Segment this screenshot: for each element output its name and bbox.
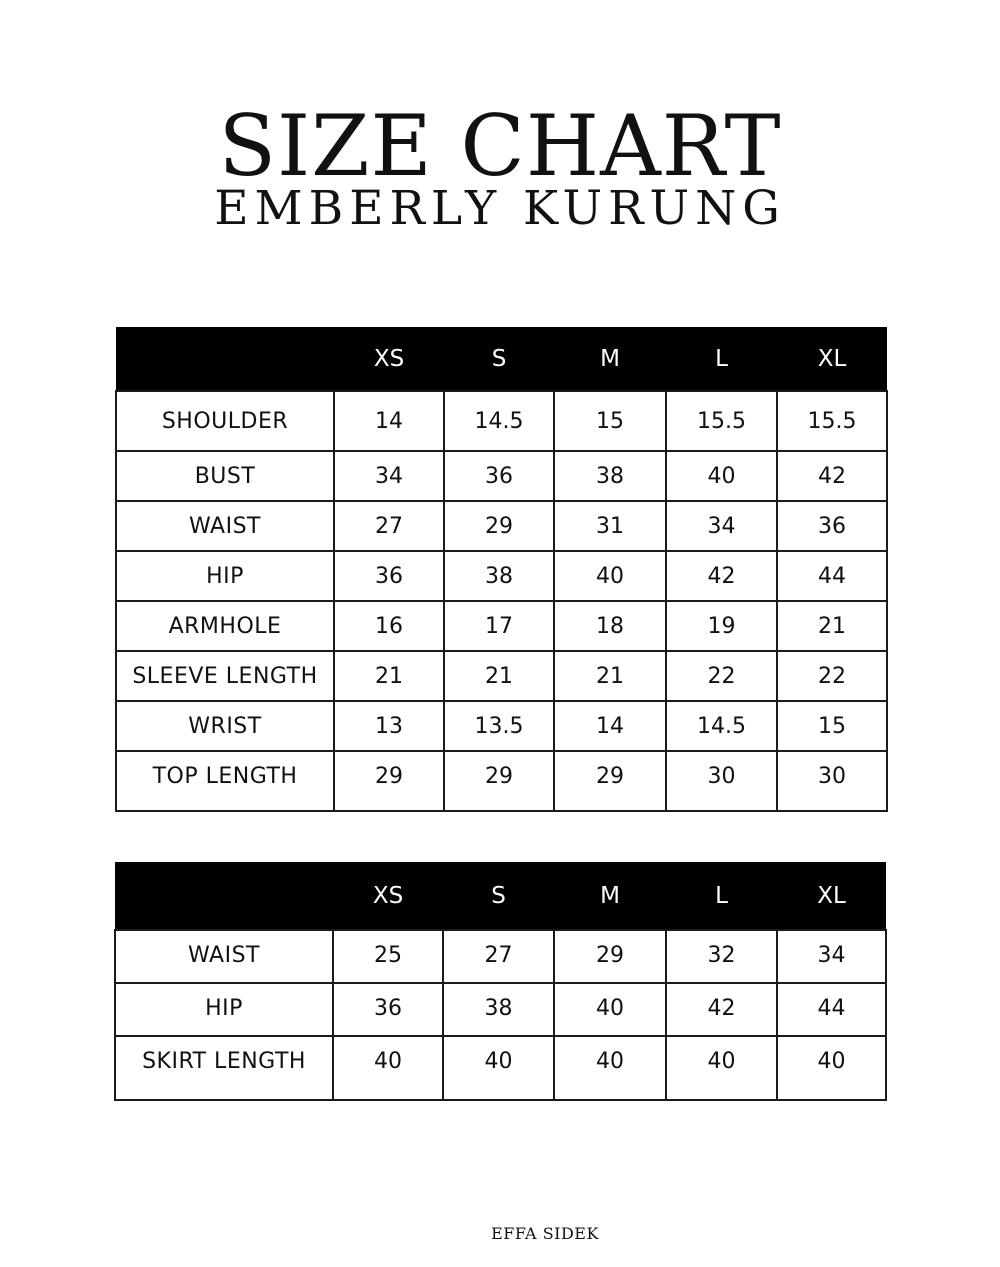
table-cell: 29 [596, 764, 624, 789]
column-header-m: M [554, 327, 666, 391]
column-header-xl: XL [777, 862, 886, 930]
table-cell: 40 [596, 1049, 624, 1074]
table-cell: 22 [707, 664, 736, 689]
table-cell: 40 [707, 1049, 736, 1074]
column-header-s: S [444, 327, 554, 391]
table-cell: 44 [818, 564, 846, 589]
table-cell: 34 [375, 464, 403, 489]
table-cell: 44 [817, 996, 846, 1021]
row-label: HIP [205, 996, 243, 1021]
top-size-table [115, 327, 888, 812]
table-cell: 14 [596, 714, 624, 739]
column-header-xl: XL [777, 327, 887, 391]
table-cell: 21 [596, 664, 624, 689]
table-cell: 16 [375, 614, 403, 639]
table-cell: 38 [485, 564, 513, 589]
table-cell: 40 [596, 564, 624, 589]
table-cell: 14 [375, 409, 403, 434]
brand-name: EFFA SIDEK [491, 1224, 599, 1243]
table-cell: 42 [818, 464, 846, 489]
table-cell: 29 [596, 943, 624, 968]
table-cell: 15.5 [807, 409, 857, 434]
table-cell: 34 [817, 943, 846, 968]
table-cell: 15 [818, 714, 846, 739]
table-cell: 18 [596, 614, 624, 639]
table-cell: 30 [818, 764, 846, 789]
table-cell: 34 [707, 514, 736, 539]
table-row [116, 451, 887, 501]
table-cell: 42 [707, 564, 736, 589]
table-cell: 15 [596, 409, 624, 434]
row-label: SKIRT LENGTH [142, 1049, 306, 1074]
table-cell: 15.5 [697, 409, 746, 434]
table-cell: 36 [485, 464, 513, 489]
table-cell: 22 [818, 664, 846, 689]
table-cell: 40 [817, 1049, 846, 1074]
row-label: SHOULDER [161, 409, 289, 434]
page-subtitle: EMBERLY KURUNG [214, 181, 786, 236]
bottom-size-table [114, 862, 887, 1101]
column-header-xs: XS [333, 862, 443, 930]
row-label: WAIST [188, 943, 260, 968]
table-cell: 17 [485, 614, 513, 639]
column-header-xs: XS [334, 327, 444, 391]
table-row [115, 1036, 886, 1100]
row-label: ARMHOLE [168, 614, 282, 639]
table-cell: 40 [707, 464, 736, 489]
table-cell: 38 [596, 464, 624, 489]
table-cell: 19 [707, 614, 736, 639]
table-row [116, 751, 887, 811]
table-cell: 14.5 [474, 409, 524, 434]
table-cell: 40 [484, 1049, 513, 1074]
table-cell: 40 [374, 1049, 402, 1074]
table-cell: 27 [484, 943, 513, 968]
column-header-l: L [666, 862, 777, 930]
table-row [116, 601, 887, 651]
row-label: TOP LENGTH [152, 764, 298, 789]
table-cell: 36 [375, 564, 403, 589]
table-cell: 40 [596, 996, 624, 1021]
table-cell: 21 [818, 614, 846, 639]
table-cell: 29 [375, 764, 403, 789]
table-cell: 36 [818, 514, 846, 539]
page-title: SIZE CHART [218, 97, 782, 195]
table-header-row [115, 862, 886, 930]
table-row [116, 651, 887, 701]
table-row [115, 930, 886, 983]
table-row [116, 501, 887, 551]
column-header-s: S [443, 862, 554, 930]
table-cell: 27 [375, 514, 403, 539]
table-cell: 21 [375, 664, 403, 689]
row-label: BUST [194, 464, 256, 489]
row-label: WAIST [189, 514, 261, 539]
table-cell: 25 [374, 943, 402, 968]
table-row [116, 391, 887, 451]
table-header-row [116, 327, 887, 391]
table-cell: 14.5 [697, 714, 746, 739]
table-cell: 38 [484, 996, 513, 1021]
table-cell: 13 [375, 714, 403, 739]
table-cell: 42 [707, 996, 736, 1021]
table-row [116, 551, 887, 601]
table-cell: 21 [485, 664, 513, 689]
table-cell: 29 [485, 514, 513, 539]
column-header-blank [116, 327, 334, 391]
table-cell: 31 [596, 514, 624, 539]
table-cell: 36 [374, 996, 402, 1021]
column-header-m: M [554, 862, 666, 930]
table-cell: 30 [707, 764, 736, 789]
row-label: HIP [206, 564, 244, 589]
table-cell: 32 [707, 943, 736, 968]
column-header-l: L [666, 327, 777, 391]
column-header-blank [115, 862, 333, 930]
table-cell: 13.5 [474, 714, 524, 739]
table-cell: 29 [485, 764, 513, 789]
row-label: WRIST [188, 714, 262, 739]
row-label: SLEEVE LENGTH [132, 664, 318, 689]
table-row [116, 701, 887, 751]
table-row [115, 983, 886, 1036]
